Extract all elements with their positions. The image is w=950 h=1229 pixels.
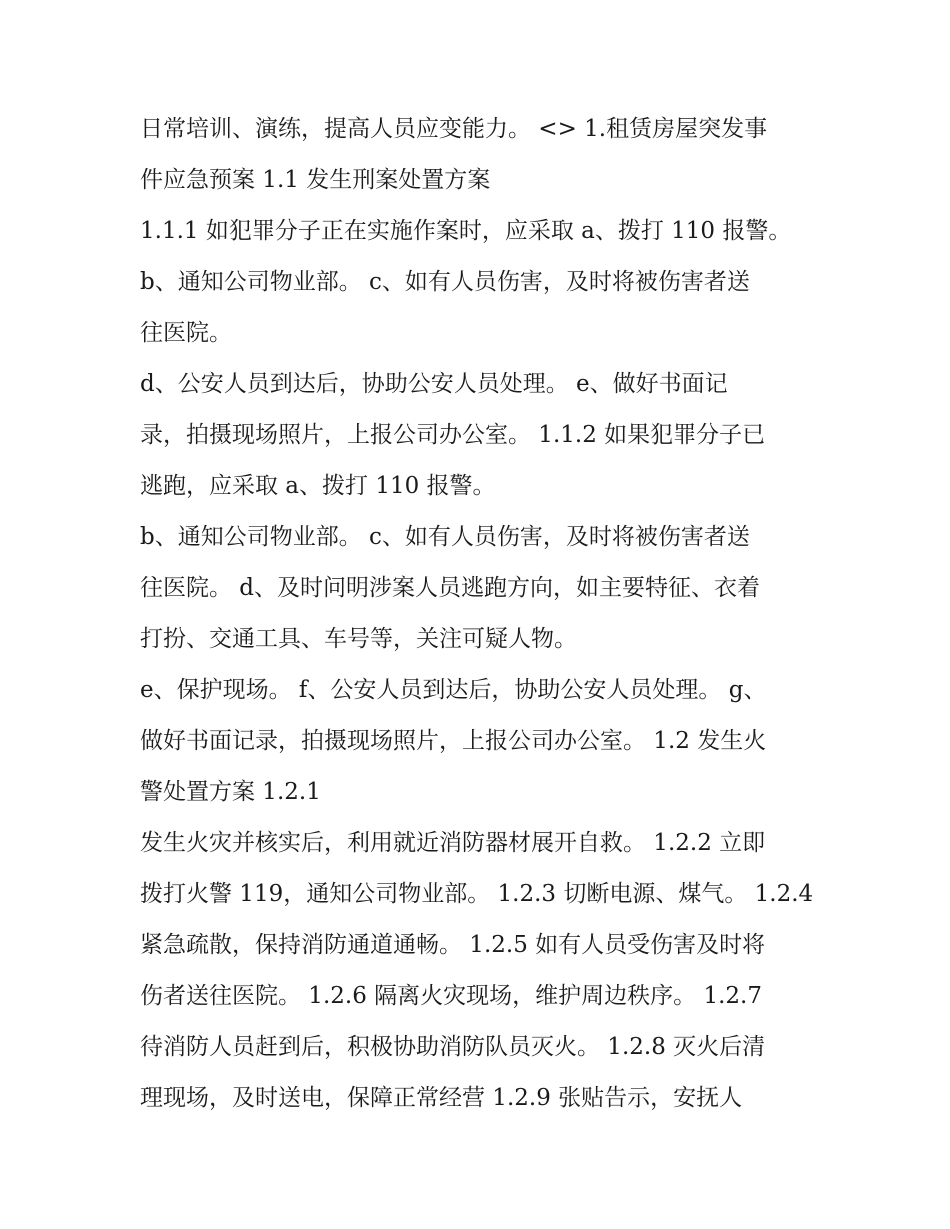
text-line: 录，拍摄现场照片，上报公司办公室。 1.1.2 如果犯罪分子已 [140,422,766,448]
text-line: 发生火灾并核实后，利用就近消防器材展开自救。 1.2.2 立即 [140,830,766,856]
text-line: 做好书面记录，拍摄现场照片，上报公司办公室。 1.2 发生火 [140,728,767,754]
text-line: b、通知公司物业部。 c、如有人员伤害，及时将被伤害者送 [140,524,750,550]
text-line: 伤者送往医院。 1.2.6 隔离火灾现场，维护周边秩序。 1.2.7 [140,983,762,1009]
text-line: 件应急预案 1.1 发生刑案处置方案 [140,167,491,193]
text-line: b、通知公司物业部。 c、如有人员伤害，及时将被伤害者送 [140,269,750,295]
text-line: d、公安人员到达后，协助公安人员处理。 e、做好书面记 [140,371,728,397]
text-line: 待消防人员赶到后，积极协助消防队员灭火。 1.2.8 灭火后清 [140,1034,766,1060]
text-line: 警处置方案 1.2.1 [140,779,321,805]
document-body [140,108,820,1128]
text-line: 理现场，及时送电，保障正常经营 1.2.9 张贴告示，安抚人 [140,1085,743,1111]
text-line: 紧急疏散，保持消防通道通畅。 1.2.5 如有人员受伤害及时将 [140,932,766,958]
text-line: e、保护现场。 f、公安人员到达后，协助公安人员处理。 g、 [140,677,767,703]
text-line: 往医院。 [140,320,232,346]
text-line: 往医院。 d、及时问明涉案人员逃跑方向，如主要特征、衣着 [140,575,761,601]
text-line: 打扮、交通工具、车号等，关注可疑人物。 [140,626,577,652]
text-line: 1.1.1 如犯罪分子正在实施作案时，应采取 a、拨打 110 报警。 [140,218,792,244]
text-line: 逃跑，应采取 a、拨打 110 报警。 [140,473,496,499]
text-line: 日常培训、演练，提高人员应变能力。 <> 1.租赁房屋突发事 [140,116,768,142]
text-line: 拨打火警 119，通知公司物业部。 1.2.3 切断电源、煤气。 1.2.4 [140,881,814,907]
